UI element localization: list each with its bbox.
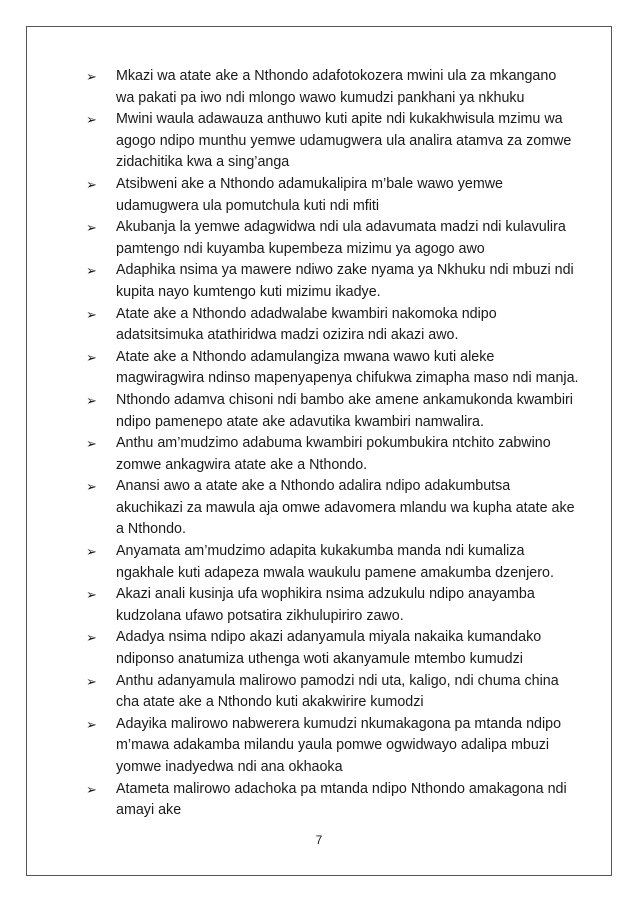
arrow-bullet-icon: ➢ [86, 587, 97, 603]
list-item-text [116, 779, 586, 822]
text-line: Mkazi wa atate ake a Nthondo adafotokozera mwini ula za mkangano [116, 68, 557, 84]
text-line: Anansi awo a atate ake a Nthondo adalira ndipo adakumbutsa [116, 478, 511, 495]
list-item-text [116, 304, 586, 347]
text-line: kudzolana ufawo potsatira zikhulupiriro zawo. [116, 607, 404, 624]
list-item [86, 66, 586, 109]
list-item-text [116, 66, 586, 109]
list-item-text [116, 714, 586, 779]
list-item [86, 584, 586, 627]
text-line: cha atate ake a Nthondo kuti akakwirire kumodzi [116, 694, 424, 711]
text-line: wa pakati pa iwo ndi mlongo wawo kumudzi pankhani ya nkhuku [116, 89, 525, 106]
list-item [86, 627, 586, 670]
list-item [86, 433, 586, 476]
text-line: Adadya nsima ndipo akazi adanyamula miyala nakaika kumandako [116, 629, 542, 646]
bullet-list [86, 66, 586, 822]
text-line: zidachitika kwa a sing’anga [116, 154, 290, 171]
list-item [86, 109, 586, 174]
arrow-bullet-icon: ➢ [86, 392, 97, 408]
text-line: Anthu adanyamula malirowo pamodzi ndi uta, kaligo, ndi chuma china [116, 672, 559, 689]
page-number: 7 [315, 833, 323, 847]
text-line: a Nthondo. [116, 521, 186, 538]
arrow-bullet-icon: ➢ [86, 349, 97, 365]
text-line: Anyamata am’mudzimo adapita kukakumba manda ndi kumaliza [116, 543, 525, 560]
list-item-text [116, 671, 586, 714]
text-line: Akubanja la yemwe adagwidwa ndi ula adavumata madzi ndi kulavulira [116, 219, 566, 236]
text-line: Atate ake a Nthondo adamulangiza mwana wawo kuti aleke [116, 348, 495, 365]
arrow-bullet-icon: ➢ [86, 781, 97, 797]
list-item [86, 390, 586, 433]
list-item-text [116, 174, 586, 217]
list-item-text [116, 584, 586, 627]
list-item-text [116, 390, 586, 433]
list-item [86, 671, 586, 714]
text-line: Mwini waula adawauza anthuwo kuti apite ndi kukakhwisula mzimu wa [116, 111, 563, 128]
arrow-bullet-icon: ➢ [86, 176, 97, 192]
list-item [86, 476, 586, 541]
list-item [86, 217, 586, 260]
arrow-bullet-icon: ➢ [86, 544, 97, 560]
text-line: zomwe ankagwira atate ake a Nthondo. [116, 456, 368, 473]
text-line: magwiragwira ndinso mapenyapenya chifukwa zimapha maso ndi manja. [116, 370, 579, 387]
arrow-bullet-icon: ➢ [86, 436, 97, 452]
list-item [86, 304, 586, 347]
list-item-text [116, 347, 586, 390]
list-item [86, 174, 586, 217]
text-line: ngakhale kuti adapeza mwala waukulu pamene amakumba dzenjero. [116, 564, 554, 581]
list-item-text [116, 260, 586, 303]
text-line: agogo ndipo munthu yemwe udamugwera ula analira atamva za zomwe [116, 132, 572, 149]
text-line: amayi ake [116, 802, 182, 819]
arrow-bullet-icon: ➢ [86, 479, 97, 495]
list-item [86, 779, 586, 822]
text-line: Adayika malirowo nabwerera kumudzi nkumakagona pa mtanda ndipo [116, 715, 562, 732]
text-line: Adaphika nsima ya mawere ndiwo zake nyama ya Nkhuku ndi mbuzi ndi [116, 262, 574, 279]
list-item [86, 541, 586, 584]
list-item-text [116, 109, 586, 174]
text-line: kupita nayo kumtengo kuti mizimu ikadye. [116, 283, 381, 300]
text-line: ndipo pamenepo atate ake adavutika kwambiri namwalira. [116, 413, 484, 430]
text-line: pamtengo ndi kuyamba kupembeza mizimu ya agogo awo [116, 240, 485, 257]
arrow-bullet-icon: ➢ [86, 263, 97, 279]
text-line: yomwe inadyedwa ndi ana okhaoka [116, 759, 343, 775]
text-line: Atate ake a Nthondo adadwalabe kwambiri nakomoka ndipo [116, 305, 497, 322]
text-line: ndiponso anatumiza uthenga woti akanyamule mtembo kumudzi [116, 651, 523, 668]
list-item-text [116, 217, 586, 260]
text-line: akuchikazi za mawula aja omwe adavomera mlandu wa kupha atate ake [116, 499, 575, 516]
arrow-bullet-icon: ➢ [86, 673, 97, 689]
list-item-text [116, 627, 586, 670]
text-line: m’mawa adakamba milandu yaula pomwe ogwidwayo adalipa mbuzi [116, 737, 550, 754]
arrow-bullet-icon: ➢ [86, 220, 97, 236]
list-item [86, 714, 586, 779]
arrow-bullet-icon: ➢ [86, 306, 97, 322]
list-item-text [116, 433, 586, 476]
arrow-bullet-icon: ➢ [86, 69, 97, 84]
list-item [86, 260, 586, 303]
list-item-text [116, 476, 586, 541]
text-line: Nthondo adamva chisoni ndi bambo ake amene ankamukonda kwambiri [116, 391, 573, 408]
list-item-text [116, 541, 586, 584]
text-line: adatsitsimuka atathiridwa madzi ozizira ndi akazi awo. [116, 327, 459, 344]
arrow-bullet-icon: ➢ [86, 716, 97, 732]
text-line: Akazi anali kusinja ufa wophikira nsima adzukulu ndipo anayamba [116, 586, 535, 603]
list-item [86, 347, 586, 390]
arrow-bullet-icon: ➢ [86, 112, 97, 128]
text-line: Atameta malirowo adachoka pa mtanda ndipo Nthondo amakagona ndi [116, 780, 567, 797]
text-line: Anthu am’mudzimo adabuma kwambiri pokumbukira ntchito zabwino [116, 435, 551, 452]
text-line: udamugwera ula pomutchula kuti ndi mfiti [116, 197, 380, 214]
arrow-bullet-icon: ➢ [86, 630, 97, 646]
text-line: Atsibweni ake a Nthondo adamukalipira m’bale wawo yemwe [116, 175, 504, 192]
